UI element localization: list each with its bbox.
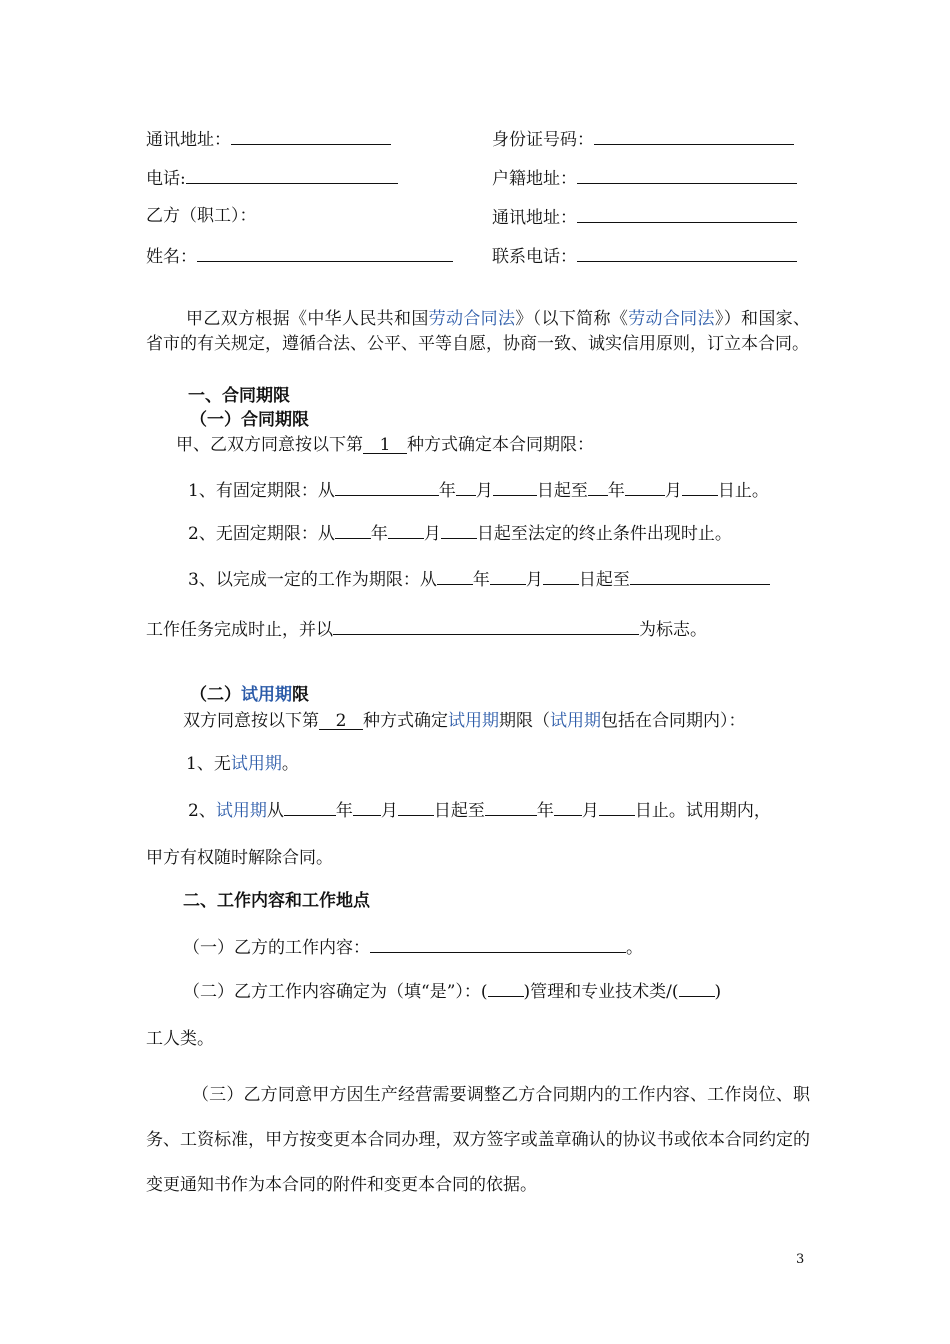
text: 。 bbox=[626, 938, 643, 958]
work-type-continuation: 工人类。 bbox=[146, 1029, 214, 1049]
text: 月 bbox=[423, 524, 441, 544]
probation-choice-value: 2 bbox=[319, 711, 363, 730]
address-label: 通讯地址： bbox=[146, 130, 231, 150]
open-term-label: 2、无固定期限：从 bbox=[188, 524, 335, 544]
text: 日起至法定的终止条件出现时止。 bbox=[476, 524, 732, 544]
term-choice-post: 种方式确定本合同期限： bbox=[407, 435, 594, 455]
fixed-term-line bbox=[188, 477, 769, 503]
id-number-field bbox=[492, 126, 794, 152]
text: 工作任务完成时止，并以 bbox=[146, 620, 333, 640]
task-term-label: 3、以完成一定的工作为期限：从 bbox=[188, 570, 437, 590]
text: 月 bbox=[581, 801, 599, 821]
section-1-title: 一、合同期限 bbox=[188, 386, 290, 406]
text: 年 bbox=[370, 524, 388, 544]
text: 年 bbox=[335, 801, 353, 821]
probation-link[interactable]: 试用期 bbox=[241, 685, 292, 705]
blank bbox=[554, 797, 582, 816]
phone-label: 电话: bbox=[146, 169, 186, 189]
work-content-blank bbox=[370, 934, 626, 953]
text: 限 bbox=[292, 685, 309, 705]
huji-address-field bbox=[492, 165, 797, 191]
text: （一）乙方的工作内容： bbox=[183, 938, 370, 958]
blank bbox=[333, 616, 639, 635]
name-label: 姓名： bbox=[146, 247, 197, 267]
text: 月 bbox=[475, 481, 493, 501]
work-content-line bbox=[183, 934, 643, 960]
probation-continuation: 甲方有权随时解除合同。 bbox=[146, 848, 333, 868]
phone-field bbox=[146, 165, 398, 191]
text: （二）乙方工作内容确定为（填“是”）：( bbox=[183, 982, 488, 1002]
text: 1、无 bbox=[186, 754, 231, 774]
fixed-term-label: 1、有固定期限：从 bbox=[188, 481, 335, 501]
address2-blank bbox=[577, 204, 797, 223]
blank bbox=[353, 797, 381, 816]
text: 2、 bbox=[188, 801, 216, 821]
adjustment-paragraph: （三）乙方同意甲方因生产经营需要调整乙方合同期内的工作内容、工作岗位、职务、工资标准，甲方按变更本合同办理，双方签字或盖章确认的协议书或依本合同约定的变更通知书作为本合同的附件和变更本合同的依据。 bbox=[146, 1085, 810, 1195]
term-choice-line bbox=[176, 433, 594, 457]
blank bbox=[625, 477, 665, 496]
blank bbox=[456, 477, 476, 496]
text: 年 bbox=[607, 481, 625, 501]
id-number-blank bbox=[594, 126, 794, 145]
address2-field bbox=[492, 204, 797, 230]
blank bbox=[679, 978, 715, 997]
blank bbox=[485, 797, 537, 816]
probation-link[interactable]: 试用期 bbox=[230, 754, 282, 774]
labor-law-link-2[interactable]: 劳动合同法 bbox=[628, 309, 715, 329]
id-number-label: 身份证号码： bbox=[492, 130, 594, 150]
blank bbox=[493, 477, 537, 496]
no-probation-line bbox=[186, 752, 299, 776]
contact-phone-label: 联系电话： bbox=[492, 247, 577, 267]
blank bbox=[441, 520, 477, 539]
text: 年 bbox=[472, 570, 490, 590]
party-b-label: 乙方（职工）： bbox=[146, 206, 257, 226]
blank bbox=[490, 566, 526, 585]
section-2-title: 二、工作内容和工作地点 bbox=[183, 891, 370, 911]
probation-link[interactable]: 试用期 bbox=[448, 711, 499, 731]
address2-label: 通讯地址： bbox=[492, 208, 577, 228]
text: )管理和专业技术类/( bbox=[523, 982, 679, 1002]
text: 年 bbox=[438, 481, 456, 501]
text: 为标志。 bbox=[639, 620, 707, 640]
subsection-1-title: （一）合同期限 bbox=[190, 410, 309, 430]
blank bbox=[588, 477, 608, 496]
text: 日止。 bbox=[717, 481, 769, 501]
phone-blank bbox=[186, 165, 398, 184]
name-blank bbox=[197, 243, 453, 262]
intro-text-1: 甲乙双方根据《中华人民共和国 bbox=[186, 309, 429, 329]
text: （二） bbox=[190, 685, 241, 705]
probation-link[interactable]: 试用期 bbox=[215, 801, 267, 821]
text: 日起至 bbox=[578, 570, 630, 590]
text: 包括在合同期内）： bbox=[601, 711, 746, 731]
subsection-2-title bbox=[190, 683, 309, 707]
contact-phone-field bbox=[492, 243, 797, 269]
text: 双方同意按以下第 bbox=[183, 711, 319, 731]
blank bbox=[488, 978, 524, 997]
text: 月 bbox=[664, 481, 682, 501]
text: 日起至 bbox=[536, 481, 588, 501]
blank bbox=[335, 477, 439, 496]
blank bbox=[437, 566, 473, 585]
probation-link[interactable]: 试用期 bbox=[550, 711, 601, 731]
address-field bbox=[146, 126, 391, 152]
blank bbox=[543, 566, 579, 585]
blank bbox=[284, 797, 336, 816]
term-choice-value: 1 bbox=[363, 435, 407, 454]
blank bbox=[682, 477, 718, 496]
intro-text-2: 》（以下简称《 bbox=[515, 309, 629, 329]
task-term-continuation bbox=[146, 616, 707, 642]
text: 期限（ bbox=[499, 711, 550, 731]
labor-law-link-1[interactable]: 劳动合同法 bbox=[428, 309, 516, 329]
text: ) bbox=[714, 982, 722, 1002]
probation-choice-line bbox=[183, 709, 746, 733]
address-blank bbox=[231, 126, 391, 145]
huji-address-blank bbox=[577, 165, 797, 184]
probation-period-line bbox=[188, 797, 771, 823]
blank bbox=[398, 797, 434, 816]
text: 从 bbox=[266, 801, 284, 821]
blank bbox=[388, 520, 424, 539]
work-type-line bbox=[183, 978, 721, 1004]
text: 日起至 bbox=[433, 801, 485, 821]
text: 种方式确定 bbox=[363, 711, 448, 731]
text: 月 bbox=[380, 801, 398, 821]
blank bbox=[599, 797, 635, 816]
text: 月 bbox=[525, 570, 543, 590]
text: 。 bbox=[281, 754, 299, 774]
task-term-line bbox=[188, 566, 770, 592]
blank bbox=[335, 520, 371, 539]
open-term-line bbox=[188, 520, 732, 546]
blank bbox=[630, 566, 770, 585]
text: 年 bbox=[536, 801, 554, 821]
text: 日止。试用期内， bbox=[634, 801, 771, 821]
contact-phone-blank bbox=[577, 243, 797, 262]
name-field bbox=[146, 243, 453, 269]
huji-address-label: 户籍地址： bbox=[492, 169, 577, 189]
page-number: 3 bbox=[796, 1252, 805, 1267]
term-choice-pre: 甲、乙双方同意按以下第 bbox=[176, 435, 363, 455]
intro-text-3: 》）和国家、省市的有关规定，遵循合法、公平、平等自愿，协商一致、诚实信用原则，订立本合同。 bbox=[146, 309, 811, 354]
intro-paragraph bbox=[146, 307, 810, 357]
